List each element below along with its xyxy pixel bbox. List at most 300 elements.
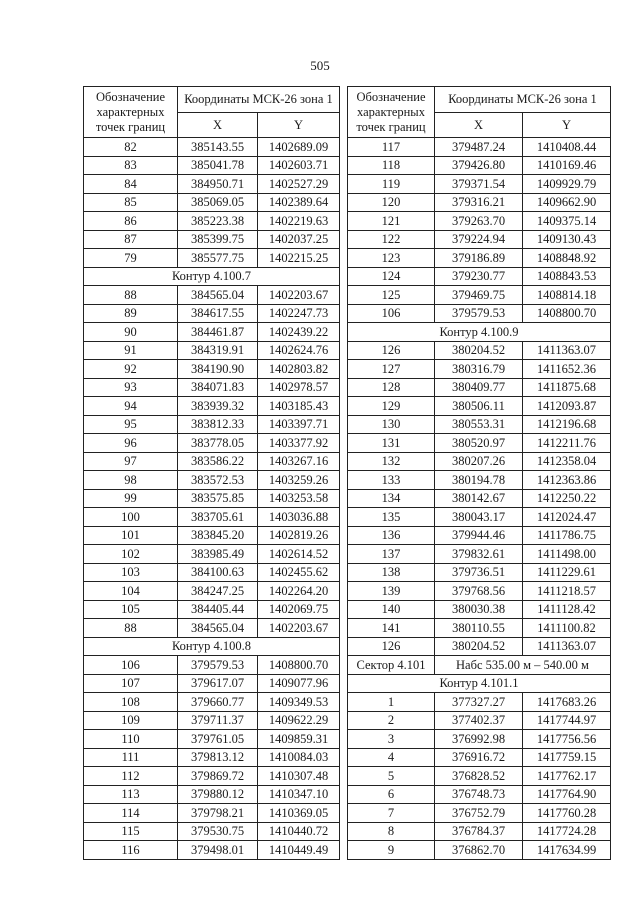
point-id: 124	[348, 267, 435, 286]
sector-label: Сектор 4.101	[348, 656, 435, 675]
table-row	[84, 822, 340, 841]
table-row	[348, 452, 611, 471]
table-row	[84, 526, 340, 545]
y-coordinate: 1417760.28	[523, 804, 611, 823]
header-point-label: Обозначение характерных точек границ	[84, 87, 178, 138]
table-row	[84, 711, 340, 730]
x-coordinate: 379617.07	[178, 674, 258, 693]
x-coordinate: 379813.12	[178, 748, 258, 767]
y-coordinate: 1417724.28	[523, 822, 611, 841]
y-coordinate: 1412250.22	[523, 489, 611, 508]
table-row	[84, 156, 340, 175]
y-coordinate: 1408814.18	[523, 286, 611, 305]
sector-height-range: Набс 535.00 м – 540.00 м	[435, 656, 611, 675]
table-row	[84, 693, 340, 712]
y-coordinate: 1411786.75	[523, 526, 611, 545]
y-coordinate: 1412363.86	[523, 471, 611, 490]
x-coordinate: 380553.31	[435, 415, 523, 434]
point-id: 88	[84, 619, 178, 638]
sector-row	[348, 656, 611, 675]
point-id: 135	[348, 508, 435, 527]
table-row	[84, 582, 340, 601]
point-id: 138	[348, 563, 435, 582]
table-row	[84, 434, 340, 453]
y-coordinate: 1411498.00	[523, 545, 611, 564]
y-coordinate: 1412024.47	[523, 508, 611, 527]
x-coordinate: 379498.01	[178, 841, 258, 860]
y-coordinate: 1410449.49	[258, 841, 340, 860]
point-id: 114	[84, 804, 178, 823]
y-coordinate: 1417756.56	[523, 730, 611, 749]
y-coordinate: 1411363.07	[523, 341, 611, 360]
table-row	[84, 545, 340, 564]
x-coordinate: 379230.77	[435, 267, 523, 286]
table-row	[84, 230, 340, 249]
y-coordinate: 1409859.31	[258, 730, 340, 749]
point-id: 126	[348, 341, 435, 360]
table-row	[348, 508, 611, 527]
table-row	[348, 212, 611, 231]
table-row	[84, 360, 340, 379]
table-row	[348, 582, 611, 601]
section-label: Контур 4.101.1	[348, 674, 611, 693]
table-row	[348, 804, 611, 823]
y-coordinate: 1412196.68	[523, 415, 611, 434]
table-row	[348, 748, 611, 767]
point-id: 107	[84, 674, 178, 693]
x-coordinate: 383586.22	[178, 452, 258, 471]
header-coords-label: Координаты МСК-26 зона 1	[178, 87, 340, 113]
point-id: 105	[84, 600, 178, 619]
y-coordinate: 1408800.70	[523, 304, 611, 323]
y-coordinate: 1417634.99	[523, 841, 611, 860]
point-id: 125	[348, 286, 435, 305]
x-coordinate: 384461.87	[178, 323, 258, 342]
table-row	[348, 841, 611, 860]
point-id: 4	[348, 748, 435, 767]
section-row	[348, 674, 611, 693]
y-coordinate: 1411100.82	[523, 619, 611, 638]
x-coordinate: 379316.21	[435, 193, 523, 212]
y-coordinate: 1402215.25	[258, 249, 340, 268]
point-id: 93	[84, 378, 178, 397]
point-id: 86	[84, 212, 178, 231]
point-id: 9	[348, 841, 435, 860]
x-coordinate: 384565.04	[178, 286, 258, 305]
point-id: 89	[84, 304, 178, 323]
point-id: 140	[348, 600, 435, 619]
x-coordinate: 385069.05	[178, 193, 258, 212]
point-id: 110	[84, 730, 178, 749]
point-id: 120	[348, 193, 435, 212]
point-id: 106	[84, 656, 178, 675]
x-coordinate: 379426.80	[435, 156, 523, 175]
point-id: 139	[348, 582, 435, 601]
table-row	[348, 304, 611, 323]
y-coordinate: 1412093.87	[523, 397, 611, 416]
point-id: 113	[84, 785, 178, 804]
x-coordinate: 379371.54	[435, 175, 523, 194]
y-coordinate: 1417764.90	[523, 785, 611, 804]
y-coordinate: 1411218.57	[523, 582, 611, 601]
table-row	[84, 748, 340, 767]
table-row	[348, 600, 611, 619]
header-y: Y	[523, 113, 611, 138]
x-coordinate: 384247.25	[178, 582, 258, 601]
section-label: Контур 4.100.7	[84, 267, 340, 286]
y-coordinate: 1402069.75	[258, 600, 340, 619]
y-coordinate: 1411652.36	[523, 360, 611, 379]
header-x: X	[178, 113, 258, 138]
table-row	[84, 619, 340, 638]
x-coordinate: 380142.67	[435, 489, 523, 508]
y-coordinate: 1410307.48	[258, 767, 340, 786]
y-coordinate: 1408843.53	[523, 267, 611, 286]
table-row	[84, 138, 340, 157]
table-row	[84, 508, 340, 527]
table-row	[84, 767, 340, 786]
x-coordinate: 380204.52	[435, 341, 523, 360]
y-coordinate: 1402439.22	[258, 323, 340, 342]
table-row	[348, 785, 611, 804]
table-row	[348, 415, 611, 434]
table-row	[348, 286, 611, 305]
x-coordinate: 385399.75	[178, 230, 258, 249]
point-id: 3	[348, 730, 435, 749]
y-coordinate: 1403259.26	[258, 471, 340, 490]
x-coordinate: 380204.52	[435, 637, 523, 656]
point-id: 122	[348, 230, 435, 249]
point-id: 136	[348, 526, 435, 545]
point-id: 108	[84, 693, 178, 712]
y-coordinate: 1402978.57	[258, 378, 340, 397]
point-id: 121	[348, 212, 435, 231]
y-coordinate: 1409130.43	[523, 230, 611, 249]
y-coordinate: 1402247.73	[258, 304, 340, 323]
y-coordinate: 1409662.90	[523, 193, 611, 212]
x-coordinate: 379768.56	[435, 582, 523, 601]
point-id: 5	[348, 767, 435, 786]
y-coordinate: 1402264.20	[258, 582, 340, 601]
table-row	[84, 804, 340, 823]
point-id: 137	[348, 545, 435, 564]
table-row	[348, 397, 611, 416]
x-coordinate: 383572.53	[178, 471, 258, 490]
table-row	[348, 637, 611, 656]
y-coordinate: 1402803.82	[258, 360, 340, 379]
table-row	[348, 693, 611, 712]
point-id: 119	[348, 175, 435, 194]
point-id: 109	[84, 711, 178, 730]
section-row	[348, 323, 611, 342]
x-coordinate: 379579.53	[435, 304, 523, 323]
table-row	[84, 341, 340, 360]
table-row	[348, 711, 611, 730]
y-coordinate: 1411875.68	[523, 378, 611, 397]
y-coordinate: 1410408.44	[523, 138, 611, 157]
table-row	[84, 489, 340, 508]
point-id: 97	[84, 452, 178, 471]
x-coordinate: 379224.94	[435, 230, 523, 249]
y-coordinate: 1409622.29	[258, 711, 340, 730]
x-coordinate: 385041.78	[178, 156, 258, 175]
x-coordinate: 384100.63	[178, 563, 258, 582]
table-row	[348, 526, 611, 545]
x-coordinate: 379869.72	[178, 767, 258, 786]
y-coordinate: 1402614.52	[258, 545, 340, 564]
table-row	[348, 767, 611, 786]
point-id: 133	[348, 471, 435, 490]
x-coordinate: 379761.05	[178, 730, 258, 749]
x-coordinate: 383985.49	[178, 545, 258, 564]
table-row	[348, 378, 611, 397]
table-row	[348, 489, 611, 508]
y-coordinate: 1408800.70	[258, 656, 340, 675]
table-row	[348, 471, 611, 490]
y-coordinate: 1417759.15	[523, 748, 611, 767]
header-point-label: Обозначение характерных точек границ	[348, 87, 435, 138]
x-coordinate: 379711.37	[178, 711, 258, 730]
point-id: 88	[84, 286, 178, 305]
y-coordinate: 1402203.67	[258, 286, 340, 305]
header-y: Y	[258, 113, 340, 138]
point-id: 98	[84, 471, 178, 490]
y-coordinate: 1417762.17	[523, 767, 611, 786]
point-id: 99	[84, 489, 178, 508]
x-coordinate: 380030.38	[435, 600, 523, 619]
x-coordinate: 376752.79	[435, 804, 523, 823]
x-coordinate: 379487.24	[435, 138, 523, 157]
x-coordinate: 384405.44	[178, 600, 258, 619]
point-id: 91	[84, 341, 178, 360]
x-coordinate: 380520.97	[435, 434, 523, 453]
x-coordinate: 383939.32	[178, 397, 258, 416]
table-row	[84, 304, 340, 323]
point-id: 94	[84, 397, 178, 416]
table-row	[348, 434, 611, 453]
table-row	[348, 619, 611, 638]
y-coordinate: 1403253.58	[258, 489, 340, 508]
table-row	[348, 175, 611, 194]
point-id: 7	[348, 804, 435, 823]
point-id: 111	[84, 748, 178, 767]
point-id: 102	[84, 545, 178, 564]
x-coordinate: 380194.78	[435, 471, 523, 490]
table-row	[84, 193, 340, 212]
table-row	[84, 175, 340, 194]
table-row	[84, 785, 340, 804]
x-coordinate: 383705.61	[178, 508, 258, 527]
point-id: 96	[84, 434, 178, 453]
x-coordinate: 379469.75	[435, 286, 523, 305]
x-coordinate: 384617.55	[178, 304, 258, 323]
table-row	[348, 138, 611, 157]
x-coordinate: 384190.90	[178, 360, 258, 379]
table-row	[348, 230, 611, 249]
table-row	[84, 452, 340, 471]
x-coordinate: 383778.05	[178, 434, 258, 453]
x-coordinate: 379798.21	[178, 804, 258, 823]
point-id: 103	[84, 563, 178, 582]
point-id: 1	[348, 693, 435, 712]
point-id: 79	[84, 249, 178, 268]
y-coordinate: 1402624.76	[258, 341, 340, 360]
x-coordinate: 384071.83	[178, 378, 258, 397]
point-id: 112	[84, 767, 178, 786]
x-coordinate: 379736.51	[435, 563, 523, 582]
x-coordinate: 379579.53	[178, 656, 258, 675]
x-coordinate: 385223.38	[178, 212, 258, 231]
y-coordinate: 1411363.07	[523, 637, 611, 656]
y-coordinate: 1412211.76	[523, 434, 611, 453]
table-row	[84, 286, 340, 305]
table-row	[348, 360, 611, 379]
y-coordinate: 1410169.46	[523, 156, 611, 175]
section-row	[84, 637, 340, 656]
point-id: 134	[348, 489, 435, 508]
x-coordinate: 379660.77	[178, 693, 258, 712]
x-coordinate: 383812.33	[178, 415, 258, 434]
y-coordinate: 1403397.71	[258, 415, 340, 434]
table-row	[348, 730, 611, 749]
table-row	[84, 674, 340, 693]
y-coordinate: 1402603.71	[258, 156, 340, 175]
point-id: 8	[348, 822, 435, 841]
y-coordinate: 1409077.96	[258, 674, 340, 693]
point-id: 101	[84, 526, 178, 545]
x-coordinate: 384319.91	[178, 341, 258, 360]
y-coordinate: 1402819.26	[258, 526, 340, 545]
point-id: 130	[348, 415, 435, 434]
y-coordinate: 1402527.29	[258, 175, 340, 194]
table-row	[84, 656, 340, 675]
x-coordinate: 384565.04	[178, 619, 258, 638]
table-row	[84, 841, 340, 860]
point-id: 126	[348, 637, 435, 656]
x-coordinate: 379944.46	[435, 526, 523, 545]
table-row	[84, 563, 340, 582]
x-coordinate: 380409.77	[435, 378, 523, 397]
table-row	[84, 600, 340, 619]
point-id: 6	[348, 785, 435, 804]
table-row	[348, 545, 611, 564]
x-coordinate: 376784.37	[435, 822, 523, 841]
point-id: 92	[84, 360, 178, 379]
x-coordinate: 380506.11	[435, 397, 523, 416]
point-id: 128	[348, 378, 435, 397]
x-coordinate: 379263.70	[435, 212, 523, 231]
section-label: Контур 4.100.8	[84, 637, 340, 656]
y-coordinate: 1408848.92	[523, 249, 611, 268]
table-row	[84, 378, 340, 397]
table-row	[348, 193, 611, 212]
y-coordinate: 1409349.53	[258, 693, 340, 712]
y-coordinate: 1402389.64	[258, 193, 340, 212]
point-id: 95	[84, 415, 178, 434]
x-coordinate: 385577.75	[178, 249, 258, 268]
table-row	[348, 249, 611, 268]
x-coordinate: 376748.73	[435, 785, 523, 804]
table-row	[84, 249, 340, 268]
coordinates-table-right	[347, 86, 611, 860]
point-id: 2	[348, 711, 435, 730]
y-coordinate: 1403036.88	[258, 508, 340, 527]
x-coordinate: 376828.52	[435, 767, 523, 786]
header-coords-label: Координаты МСК-26 зона 1	[435, 87, 611, 113]
table-row	[84, 415, 340, 434]
point-id: 115	[84, 822, 178, 841]
section-label: Контур 4.100.9	[348, 323, 611, 342]
page-number: 505	[310, 58, 330, 73]
point-id: 83	[84, 156, 178, 175]
y-coordinate: 1402203.67	[258, 619, 340, 638]
x-coordinate: 379186.89	[435, 249, 523, 268]
table-row	[348, 156, 611, 175]
table-row	[84, 323, 340, 342]
x-coordinate: 385143.55	[178, 138, 258, 157]
point-id: 106	[348, 304, 435, 323]
section-row	[84, 267, 340, 286]
x-coordinate: 379880.12	[178, 785, 258, 804]
table-row	[348, 341, 611, 360]
y-coordinate: 1411229.61	[523, 563, 611, 582]
point-id: 123	[348, 249, 435, 268]
y-coordinate: 1402689.09	[258, 138, 340, 157]
table-row	[348, 563, 611, 582]
x-coordinate: 376916.72	[435, 748, 523, 767]
point-id: 129	[348, 397, 435, 416]
y-coordinate: 1410369.05	[258, 804, 340, 823]
y-coordinate: 1403267.16	[258, 452, 340, 471]
x-coordinate: 376992.98	[435, 730, 523, 749]
table-row	[348, 822, 611, 841]
x-coordinate: 379832.61	[435, 545, 523, 564]
point-id: 87	[84, 230, 178, 249]
x-coordinate: 376862.70	[435, 841, 523, 860]
header-x: X	[435, 113, 523, 138]
y-coordinate: 1410084.03	[258, 748, 340, 767]
y-coordinate: 1417683.26	[523, 693, 611, 712]
y-coordinate: 1403377.92	[258, 434, 340, 453]
x-coordinate: 377402.37	[435, 711, 523, 730]
point-id: 116	[84, 841, 178, 860]
x-coordinate: 379530.75	[178, 822, 258, 841]
y-coordinate: 1411128.42	[523, 600, 611, 619]
y-coordinate: 1402455.62	[258, 563, 340, 582]
x-coordinate: 384950.71	[178, 175, 258, 194]
y-coordinate: 1403185.43	[258, 397, 340, 416]
point-id: 141	[348, 619, 435, 638]
table-row	[84, 730, 340, 749]
y-coordinate: 1410440.72	[258, 822, 340, 841]
table-row	[84, 471, 340, 490]
y-coordinate: 1402037.25	[258, 230, 340, 249]
y-coordinate: 1409375.14	[523, 212, 611, 231]
point-id: 118	[348, 156, 435, 175]
x-coordinate: 380207.26	[435, 452, 523, 471]
x-coordinate: 383575.85	[178, 489, 258, 508]
y-coordinate: 1410347.10	[258, 785, 340, 804]
table-row	[84, 212, 340, 231]
coordinates-table-left	[83, 86, 340, 860]
x-coordinate: 380110.55	[435, 619, 523, 638]
table-row	[348, 267, 611, 286]
table-row	[84, 397, 340, 416]
point-id: 82	[84, 138, 178, 157]
y-coordinate: 1409929.79	[523, 175, 611, 194]
point-id: 131	[348, 434, 435, 453]
point-id: 84	[84, 175, 178, 194]
